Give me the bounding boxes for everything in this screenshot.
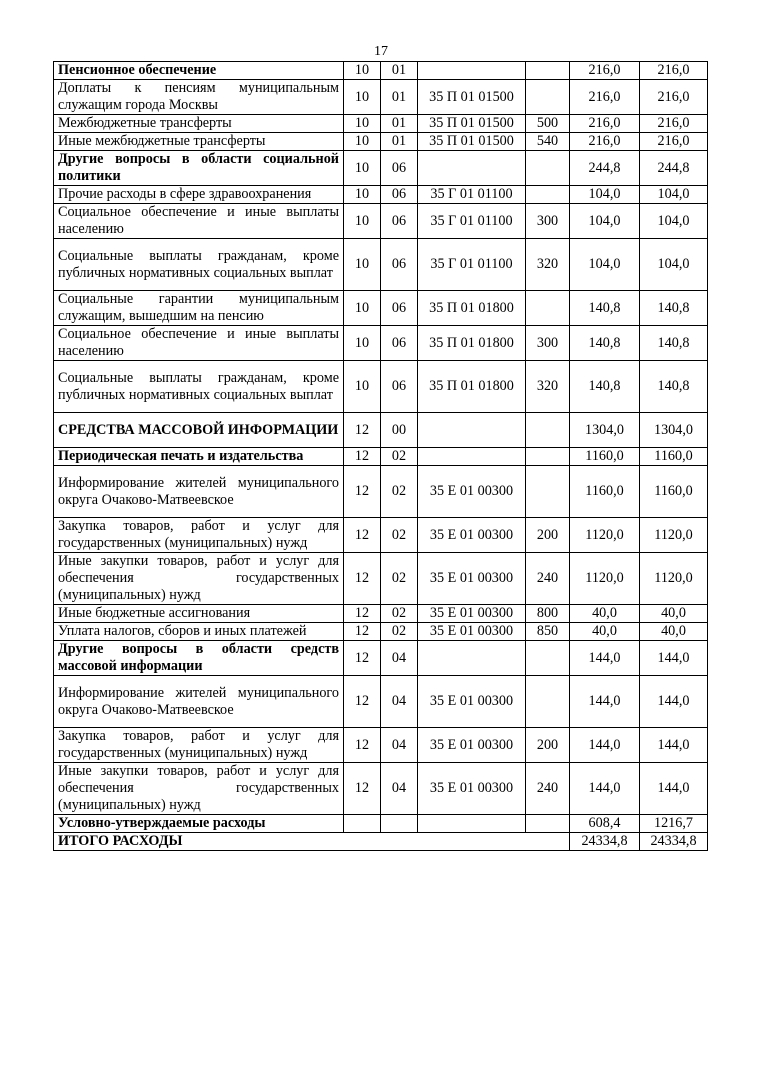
amount-year1-cell: 140,8 <box>570 361 640 413</box>
amount-year2-cell: 140,8 <box>640 361 708 413</box>
section-code-cell: 12 <box>344 448 381 466</box>
target-article-cell: 35 Г 01 01100 <box>418 186 526 204</box>
amount-year1-cell: 144,0 <box>570 763 640 815</box>
subsection-code-cell: 06 <box>381 291 418 326</box>
expense-type-cell <box>526 676 570 728</box>
expense-name-cell: Межбюджетные трансферты <box>54 115 344 133</box>
amount-year1-cell: 608,4 <box>570 815 640 833</box>
expense-name-cell: Информирование жителей муниципального округа Очаково-Матвеевское <box>54 466 344 518</box>
expense-name-cell: СРЕДСТВА МАССОВОЙ ИНФОРМАЦИИ <box>54 413 344 448</box>
section-code-cell: 10 <box>344 361 381 413</box>
expense-type-cell: 320 <box>526 239 570 291</box>
section-code-cell: 12 <box>344 676 381 728</box>
amount-year2-cell: 104,0 <box>640 186 708 204</box>
subsection-code-cell: 04 <box>381 763 418 815</box>
amount-year1-cell: 1304,0 <box>570 413 640 448</box>
section-code-cell: 10 <box>344 326 381 361</box>
section-code-cell: 10 <box>344 133 381 151</box>
section-code-cell: 10 <box>344 62 381 80</box>
target-article-cell: 35 П 01 01500 <box>418 133 526 151</box>
table-row <box>54 518 708 553</box>
section-code-cell: 12 <box>344 518 381 553</box>
subsection-code-cell: 06 <box>381 361 418 413</box>
target-article-cell: 35 П 01 01800 <box>418 361 526 413</box>
subsection-code-cell: 06 <box>381 204 418 239</box>
subsection-code-cell: 01 <box>381 115 418 133</box>
table-row <box>54 186 708 204</box>
table-row <box>54 291 708 326</box>
table-row <box>54 623 708 641</box>
expense-type-cell <box>526 448 570 466</box>
subsection-code-cell <box>381 815 418 833</box>
amount-year1-cell: 1120,0 <box>570 518 640 553</box>
total-amount-y2: 24334,8 <box>640 833 708 851</box>
target-article-cell: 35 Е 01 00300 <box>418 763 526 815</box>
expense-name-cell: Доплаты к пенсиям муниципальным служащим города Москвы <box>54 80 344 115</box>
target-article-cell: 35 П 01 01500 <box>418 115 526 133</box>
amount-year1-cell: 144,0 <box>570 676 640 728</box>
expense-type-cell <box>526 80 570 115</box>
expense-name-cell: Условно-утверждаемые расходы <box>54 815 344 833</box>
amount-year2-cell: 1120,0 <box>640 518 708 553</box>
table-row <box>54 448 708 466</box>
table-row <box>54 466 708 518</box>
expense-name-cell: Иные межбюджетные трансферты <box>54 133 344 151</box>
amount-year1-cell: 40,0 <box>570 623 640 641</box>
target-article-cell: 35 Е 01 00300 <box>418 466 526 518</box>
expense-type-cell <box>526 413 570 448</box>
expense-type-cell: 240 <box>526 553 570 605</box>
target-article-cell: 35 Г 01 01100 <box>418 239 526 291</box>
expense-type-cell: 240 <box>526 763 570 815</box>
amount-year2-cell: 104,0 <box>640 204 708 239</box>
subsection-code-cell: 06 <box>381 151 418 186</box>
table-row <box>54 80 708 115</box>
subsection-code-cell: 02 <box>381 623 418 641</box>
table-row <box>54 62 708 80</box>
amount-year2-cell: 144,0 <box>640 728 708 763</box>
subsection-code-cell: 06 <box>381 326 418 361</box>
expense-name-cell: Периодическая печать и издательства <box>54 448 344 466</box>
expense-type-cell <box>526 291 570 326</box>
amount-year2-cell: 1160,0 <box>640 466 708 518</box>
target-article-cell: 35 Е 01 00300 <box>418 728 526 763</box>
amount-year1-cell: 216,0 <box>570 80 640 115</box>
target-article-cell: 35 Г 01 01100 <box>418 204 526 239</box>
expense-type-cell: 200 <box>526 728 570 763</box>
expense-name-cell: Прочие расходы в сфере здравоохранения <box>54 186 344 204</box>
expense-type-cell <box>526 641 570 676</box>
expense-type-cell <box>526 815 570 833</box>
amount-year1-cell: 104,0 <box>570 204 640 239</box>
expense-name-cell: Социальные выплаты гражданам, кроме публичных нормативных социальных выплат <box>54 361 344 413</box>
table-row <box>54 326 708 361</box>
subsection-code-cell: 06 <box>381 239 418 291</box>
amount-year2-cell: 244,8 <box>640 151 708 186</box>
expense-type-cell: 320 <box>526 361 570 413</box>
target-article-cell: 35 Е 01 00300 <box>418 553 526 605</box>
expense-type-cell: 540 <box>526 133 570 151</box>
target-article-cell <box>418 151 526 186</box>
target-article-cell <box>418 62 526 80</box>
expense-type-cell <box>526 466 570 518</box>
target-article-cell <box>418 413 526 448</box>
amount-year1-cell: 216,0 <box>570 62 640 80</box>
section-code-cell: 12 <box>344 466 381 518</box>
subsection-code-cell: 04 <box>381 728 418 763</box>
total-row <box>54 833 708 851</box>
expense-type-cell: 500 <box>526 115 570 133</box>
target-article-cell: 35 Е 01 00300 <box>418 605 526 623</box>
amount-year2-cell: 216,0 <box>640 115 708 133</box>
expense-name-cell: Информирование жителей муниципального округа Очаково-Матвеевское <box>54 676 344 728</box>
target-article-cell: 35 П 01 01500 <box>418 80 526 115</box>
table-row <box>54 676 708 728</box>
expense-type-cell <box>526 186 570 204</box>
page-number: 17 <box>374 44 388 59</box>
section-code-cell: 10 <box>344 239 381 291</box>
expense-name-cell: Другие вопросы в области социальной политики <box>54 151 344 186</box>
expense-name-cell: Другие вопросы в области средств массовой информации <box>54 641 344 676</box>
amount-year1-cell: 104,0 <box>570 239 640 291</box>
section-code-cell: 12 <box>344 553 381 605</box>
section-code-cell: 10 <box>344 186 381 204</box>
amount-year1-cell: 216,0 <box>570 115 640 133</box>
amount-year2-cell: 104,0 <box>640 239 708 291</box>
table-row <box>54 553 708 605</box>
subsection-code-cell: 02 <box>381 466 418 518</box>
table-row <box>54 239 708 291</box>
amount-year2-cell: 40,0 <box>640 605 708 623</box>
expense-type-cell: 300 <box>526 326 570 361</box>
amount-year2-cell: 40,0 <box>640 623 708 641</box>
expense-name-cell: Иные закупки товаров, работ и услуг для обеспечения государственных (муниципальных) нужд <box>54 553 344 605</box>
section-code-cell: 12 <box>344 641 381 676</box>
table-row <box>54 413 708 448</box>
expense-type-cell: 200 <box>526 518 570 553</box>
amount-year1-cell: 1160,0 <box>570 448 640 466</box>
amount-year1-cell: 216,0 <box>570 133 640 151</box>
target-article-cell: 35 Е 01 00300 <box>418 623 526 641</box>
target-article-cell: 35 Е 01 00300 <box>418 518 526 553</box>
expense-name-cell: Закупка товаров, работ и услуг для государственных (муниципальных) нужд <box>54 728 344 763</box>
table-row <box>54 641 708 676</box>
total-amount-y1: 24334,8 <box>570 833 640 851</box>
subsection-code-cell: 01 <box>381 80 418 115</box>
expense-name-cell: Иные закупки товаров, работ и услуг для обеспечения государственных (муниципальных) нужд <box>54 763 344 815</box>
section-code-cell: 10 <box>344 80 381 115</box>
section-code-cell: 12 <box>344 413 381 448</box>
subsection-code-cell: 04 <box>381 641 418 676</box>
section-code-cell: 12 <box>344 728 381 763</box>
target-article-cell <box>418 815 526 833</box>
target-article-cell: 35 Е 01 00300 <box>418 676 526 728</box>
subsection-code-cell: 00 <box>381 413 418 448</box>
subsection-code-cell: 06 <box>381 186 418 204</box>
table-row <box>54 204 708 239</box>
amount-year1-cell: 140,8 <box>570 291 640 326</box>
target-article-cell: 35 П 01 01800 <box>418 326 526 361</box>
section-code-cell <box>344 815 381 833</box>
amount-year2-cell: 216,0 <box>640 133 708 151</box>
table-row <box>54 728 708 763</box>
expense-name-cell: Уплата налогов, сборов и иных платежей <box>54 623 344 641</box>
expense-name-cell: Социальное обеспечение и иные выплаты населению <box>54 204 344 239</box>
subsection-code-cell: 01 <box>381 133 418 151</box>
amount-year1-cell: 1120,0 <box>570 553 640 605</box>
table-row <box>54 133 708 151</box>
expense-type-cell: 800 <box>526 605 570 623</box>
subsection-code-cell: 01 <box>381 62 418 80</box>
subsection-code-cell: 02 <box>381 553 418 605</box>
subsection-code-cell: 02 <box>381 448 418 466</box>
amount-year2-cell: 144,0 <box>640 641 708 676</box>
amount-year2-cell: 144,0 <box>640 676 708 728</box>
expense-name-cell: Пенсионное обеспечение <box>54 62 344 80</box>
amount-year2-cell: 140,8 <box>640 326 708 361</box>
table-row <box>54 815 708 833</box>
amount-year1-cell: 244,8 <box>570 151 640 186</box>
amount-year1-cell: 144,0 <box>570 641 640 676</box>
amount-year2-cell: 1160,0 <box>640 448 708 466</box>
amount-year1-cell: 140,8 <box>570 326 640 361</box>
amount-year2-cell: 1216,7 <box>640 815 708 833</box>
amount-year2-cell: 1120,0 <box>640 553 708 605</box>
amount-year2-cell: 140,8 <box>640 291 708 326</box>
subsection-code-cell: 02 <box>381 605 418 623</box>
expense-type-cell: 850 <box>526 623 570 641</box>
section-code-cell: 10 <box>344 204 381 239</box>
section-code-cell: 10 <box>344 291 381 326</box>
expense-name-cell: Иные бюджетные ассигнования <box>54 605 344 623</box>
expense-name-cell: Социальное обеспечение и иные выплаты населению <box>54 326 344 361</box>
table-row <box>54 151 708 186</box>
amount-year1-cell: 40,0 <box>570 605 640 623</box>
table-row <box>54 361 708 413</box>
budget-table <box>53 61 708 851</box>
section-code-cell: 12 <box>344 763 381 815</box>
amount-year2-cell: 1304,0 <box>640 413 708 448</box>
amount-year2-cell: 216,0 <box>640 80 708 115</box>
target-article-cell <box>418 448 526 466</box>
subsection-code-cell: 04 <box>381 676 418 728</box>
table-row <box>54 115 708 133</box>
amount-year2-cell: 144,0 <box>640 763 708 815</box>
section-code-cell: 10 <box>344 151 381 186</box>
target-article-cell: 35 П 01 01800 <box>418 291 526 326</box>
amount-year1-cell: 104,0 <box>570 186 640 204</box>
table-row <box>54 763 708 815</box>
expense-type-cell: 300 <box>526 204 570 239</box>
section-code-cell: 12 <box>344 623 381 641</box>
amount-year2-cell: 216,0 <box>640 62 708 80</box>
table-row <box>54 605 708 623</box>
amount-year1-cell: 144,0 <box>570 728 640 763</box>
budget-table-body <box>54 62 708 851</box>
section-code-cell: 12 <box>344 605 381 623</box>
amount-year1-cell: 1160,0 <box>570 466 640 518</box>
target-article-cell <box>418 641 526 676</box>
expense-name-cell: Закупка товаров, работ и услуг для государственных (муниципальных) нужд <box>54 518 344 553</box>
expense-name-cell: Социальные выплаты гражданам, кроме публичных нормативных социальных выплат <box>54 239 344 291</box>
total-label: ИТОГО РАСХОДЫ <box>54 833 570 851</box>
section-code-cell: 10 <box>344 115 381 133</box>
expense-name-cell: Социальные гарантии муниципальным служащим, вышедшим на пенсию <box>54 291 344 326</box>
expense-type-cell <box>526 62 570 80</box>
subsection-code-cell: 02 <box>381 518 418 553</box>
expense-type-cell <box>526 151 570 186</box>
